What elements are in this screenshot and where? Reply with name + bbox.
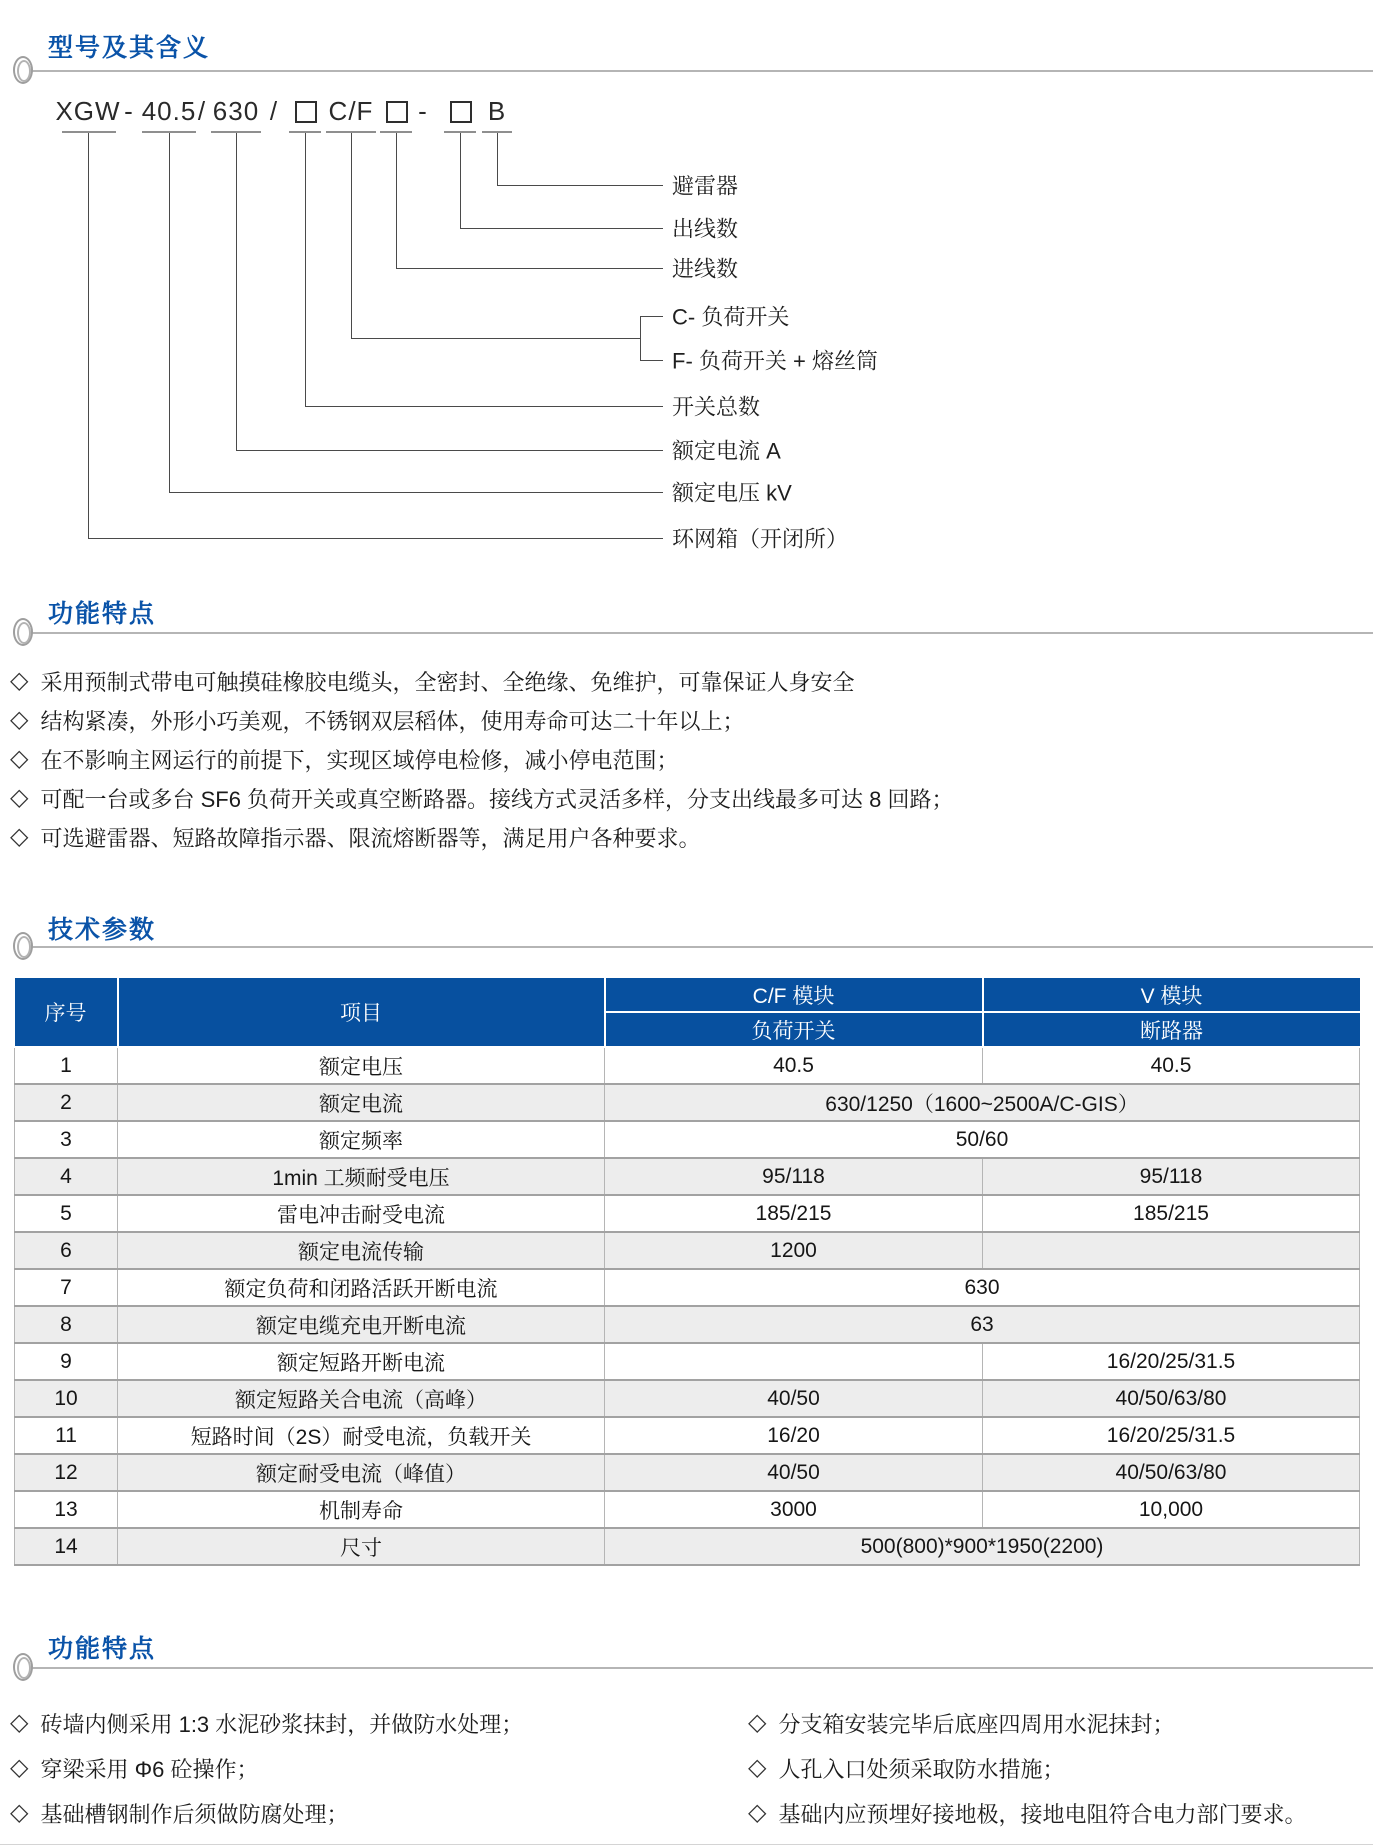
header-cf-module: C/F 模块 (605, 978, 983, 1012)
diamond-bullet-icon: ◇ (10, 667, 29, 694)
cf-value-cell: 185/215 (605, 1195, 983, 1232)
model-code-prefix: XGW (55, 96, 121, 126)
connector-line (236, 133, 237, 450)
model-label-c-switch: C- 负荷开关 (672, 304, 790, 330)
feature-text: 人孔入口处须采取防水措施； (778, 1756, 1065, 1782)
table-header-row (15, 978, 1360, 1012)
v-value-cell: 185/215 (983, 1195, 1360, 1232)
merged-value-cell: 63 (605, 1306, 1360, 1343)
model-label-arrester: 避雷器 (672, 173, 739, 199)
header-cf-sub: 负荷开关 (605, 1012, 983, 1047)
section-title-specs: 技术参数 (48, 916, 157, 944)
connector-line (305, 133, 306, 406)
model-code-slash: / (269, 96, 279, 126)
cf-value-cell: 40/50 (605, 1454, 983, 1491)
connector-line (236, 450, 663, 451)
feature-text: 分支箱安装完毕后底座四周用水泥抹封； (778, 1711, 1175, 1737)
ring-ornament-icon (13, 932, 33, 960)
diamond-bullet-icon: ◇ (10, 745, 29, 772)
diamond-bullet-icon: ◇ (748, 1754, 767, 1781)
item-cell: 尺寸 (118, 1528, 605, 1565)
cf-value-cell (605, 1343, 983, 1380)
table-row (15, 1047, 1360, 1084)
table-row (15, 1528, 1360, 1565)
ring-ornament-icon (13, 1653, 33, 1681)
page-bottom-border (0, 1844, 1373, 1845)
table-row (15, 1121, 1360, 1158)
diamond-bullet-icon: ◇ (10, 784, 29, 811)
table-row (15, 1158, 1360, 1195)
section-title-model: 型号及其含义 (48, 34, 211, 62)
merged-value-cell: 50/60 (605, 1121, 1360, 1158)
item-cell: 机制寿命 (118, 1491, 605, 1528)
diamond-bullet-icon: ◇ (10, 1799, 29, 1826)
v-value-cell: 10,000 (983, 1491, 1360, 1528)
header-v-module: V 模块 (983, 978, 1360, 1012)
item-cell: 短路时间（2S）耐受电流，负载开关 (118, 1417, 605, 1454)
feature-text: 结构紧凑，外形小巧美观，不锈钢双层稻体，使用寿命可达二十年以上； (40, 708, 745, 734)
diamond-bullet-icon: ◇ (748, 1709, 767, 1736)
placeholder-box-icon (295, 101, 317, 123)
row-number-cell: 2 (15, 1084, 118, 1121)
row-number-cell: 11 (15, 1417, 118, 1454)
feature-item (10, 666, 854, 696)
connector-line (351, 338, 640, 339)
table-row (15, 1232, 1360, 1269)
feature-item (10, 1798, 348, 1828)
cf-value-cell: 1200 (605, 1232, 983, 1269)
spec-table (14, 978, 1360, 1566)
model-code-voltage: 40.5 (141, 96, 197, 126)
diamond-bullet-icon: ◇ (10, 1754, 29, 1781)
cf-value-cell: 40.5 (605, 1047, 983, 1084)
row-number-cell: 6 (15, 1232, 118, 1269)
feature-text: 基础槽钢制作后须做防腐处理； (40, 1801, 349, 1827)
ring-ornament-icon (13, 56, 33, 84)
table-row (15, 1380, 1360, 1417)
feature-text: 砖墙内侧采用 1:3 水泥砂浆抹封，并做防水处理； (40, 1711, 524, 1737)
model-code-cf: C/F (328, 96, 374, 126)
model-label-rated-voltage: 额定电压 kV (672, 480, 792, 506)
segment-underline (62, 131, 116, 133)
row-number-cell: 10 (15, 1380, 118, 1417)
section-title-features-bottom: 功能特点 (48, 1635, 157, 1663)
feature-item (10, 783, 954, 813)
feature-item (748, 1798, 1306, 1828)
feature-item (748, 1753, 1064, 1783)
feature-text: 采用预制式带电可触摸硅橡胶电缆头，全密封、全绝缘、免维护，可靠保证人身安全 (40, 669, 855, 695)
connector-line (460, 133, 461, 228)
table-row (15, 1343, 1360, 1380)
table-row (15, 1269, 1360, 1306)
model-code-dash: - (418, 96, 428, 126)
item-cell: 额定负荷和闭路活跃开断电流 (118, 1269, 605, 1306)
row-number-cell: 4 (15, 1158, 118, 1195)
row-number-cell: 1 (15, 1047, 118, 1084)
connector-line (640, 360, 663, 361)
diamond-bullet-icon: ◇ (10, 1709, 29, 1736)
row-number-cell: 7 (15, 1269, 118, 1306)
model-label-outgoing: 出线数 (672, 216, 739, 242)
item-cell: 额定电缆充电开断电流 (118, 1306, 605, 1343)
v-value-cell: 40.5 (983, 1047, 1360, 1084)
connector-line (497, 133, 498, 185)
feature-item (10, 705, 744, 735)
model-label-switch-total: 开关总数 (672, 394, 761, 420)
header-seq: 序号 (15, 978, 118, 1047)
feature-text: 可配一台或多台 SF6 负荷开关或真空断路器。接线方式灵活多样，分支出线最多可达 8 回路； (40, 786, 954, 812)
model-code-current: 630 (212, 96, 260, 126)
connector-line (88, 133, 89, 538)
table-row (15, 1084, 1360, 1121)
connector-line (497, 185, 663, 186)
feature-item (10, 822, 700, 852)
row-number-cell: 9 (15, 1343, 118, 1380)
v-value-cell: 40/50/63/80 (983, 1380, 1360, 1417)
v-value-cell (983, 1232, 1360, 1269)
connector-line (640, 316, 663, 317)
table-row (15, 1417, 1360, 1454)
feature-item (10, 744, 678, 774)
model-label-rated-current: 额定电流 A (672, 438, 781, 464)
connector-line (169, 133, 170, 492)
connector-line (305, 406, 663, 407)
item-cell: 额定短路开断电流 (118, 1343, 605, 1380)
cf-value-cell: 40/50 (605, 1380, 983, 1417)
feature-item (10, 1708, 523, 1738)
row-number-cell: 3 (15, 1121, 118, 1158)
ring-ornament-icon (13, 618, 33, 646)
table-row (15, 1306, 1360, 1343)
item-cell: 额定短路关合电流（高峰） (118, 1380, 605, 1417)
item-cell: 额定频率 (118, 1121, 605, 1158)
merged-value-cell: 630/1250（1600~2500A/C-GIS） (605, 1084, 1360, 1121)
table-row (15, 1454, 1360, 1491)
row-number-cell: 8 (15, 1306, 118, 1343)
row-number-cell: 5 (15, 1195, 118, 1232)
connector-bracket (640, 316, 641, 360)
section-divider-line (30, 632, 1373, 634)
placeholder-box-icon (386, 101, 408, 123)
section-divider-line (30, 70, 1373, 72)
connector-line (169, 492, 663, 493)
feature-item (10, 1753, 258, 1783)
merged-value-cell: 630 (605, 1269, 1360, 1306)
table-row (15, 1195, 1360, 1232)
v-value-cell: 16/20/25/31.5 (983, 1343, 1360, 1380)
feature-text: 可选避雷器、短路故障指示器、限流熔断器等，满足用户各种要求。 (40, 825, 701, 851)
header-item: 项目 (118, 978, 605, 1047)
section-divider-line (30, 1667, 1373, 1669)
v-value-cell: 16/20/25/31.5 (983, 1417, 1360, 1454)
item-cell: 额定耐受电流（峰值） (118, 1454, 605, 1491)
diamond-bullet-icon: ◇ (10, 706, 29, 733)
merged-value-cell: 500(800)*900*1950(2200) (605, 1528, 1360, 1565)
cf-value-cell: 95/118 (605, 1158, 983, 1195)
row-number-cell: 13 (15, 1491, 118, 1528)
cf-value-cell: 16/20 (605, 1417, 983, 1454)
section-divider-line (30, 946, 1373, 948)
diamond-bullet-icon: ◇ (10, 823, 29, 850)
model-code-dash: - (124, 96, 134, 126)
section-title-features-top: 功能特点 (48, 600, 157, 628)
row-number-cell: 12 (15, 1454, 118, 1491)
item-cell: 额定电压 (118, 1047, 605, 1084)
spec-table-container (14, 978, 1360, 1566)
connector-line (396, 268, 663, 269)
cf-value-cell: 3000 (605, 1491, 983, 1528)
connector-line (460, 228, 663, 229)
connector-line (351, 133, 352, 338)
connector-line (88, 538, 663, 539)
item-cell: 雷电冲击耐受电流 (118, 1195, 605, 1232)
feature-item (748, 1708, 1174, 1738)
model-label-ring-box: 环网箱（开闭所） (672, 526, 849, 552)
item-cell: 额定电流传输 (118, 1232, 605, 1269)
row-number-cell: 14 (15, 1528, 118, 1565)
model-label-f-switch: F- 负荷开关 + 熔丝筒 (672, 348, 878, 374)
header-v-sub: 断路器 (983, 1012, 1360, 1047)
connector-line (396, 133, 397, 268)
item-cell: 1min 工频耐受电压 (118, 1158, 605, 1195)
feature-text: 基础内应预埋好接地极，接地电阻符合电力部门要求。 (778, 1801, 1307, 1827)
model-label-incoming: 进线数 (672, 256, 739, 282)
v-value-cell: 40/50/63/80 (983, 1454, 1360, 1491)
feature-text: 穿梁采用 Φ6 砼操作； (40, 1756, 259, 1782)
table-row (15, 1491, 1360, 1528)
model-code-suffix: B (487, 96, 507, 126)
model-code-slash: / (197, 96, 207, 126)
placeholder-box-icon (450, 101, 472, 123)
diamond-bullet-icon: ◇ (748, 1799, 767, 1826)
feature-text: 在不影响主网运行的前提下，实现区域停电检修，减小停电范围； (40, 747, 679, 773)
item-cell: 额定电流 (118, 1084, 605, 1121)
v-value-cell: 95/118 (983, 1158, 1360, 1195)
